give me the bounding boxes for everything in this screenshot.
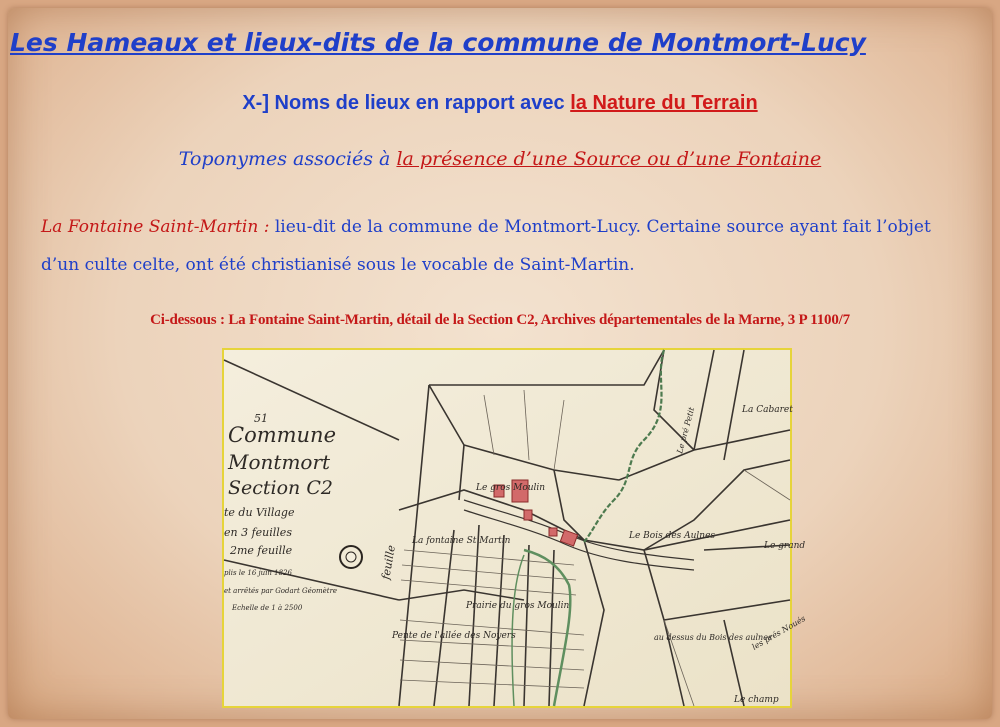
section-heading-highlight: la Nature du Terrain <box>570 92 758 114</box>
map-label-feuille2: 2me feuille <box>230 544 293 557</box>
map-label-pres-noues: les prés Noués <box>750 613 808 652</box>
page-title: Les Hameaux et lieux-dits de la commune de Montmort-Lucy <box>10 28 866 57</box>
map-label-number: 51 <box>254 412 268 425</box>
subheading <box>0 148 1000 170</box>
map-label-dessus-bois: au dessus du Bois des aulnes <box>654 633 773 642</box>
map-label-prairie: Prairie du gros Moulin <box>466 601 570 611</box>
map-paper <box>224 350 790 706</box>
map-label-le-grand: Le grand <box>764 541 806 551</box>
map-label-feuille-side: feuille <box>379 544 398 581</box>
map-label-fontaine: La fontaine St Martin <box>412 536 511 546</box>
description-paragraph <box>41 208 971 284</box>
section-heading <box>0 92 1000 115</box>
cadastral-map <box>222 348 808 708</box>
map-label-bois-aulnes: Le Bois des Aulnes <box>629 531 716 541</box>
description-text: lieu-dit de la commune de Montmort-Lucy. Certaine source ayant fait l’objet d’un culte celte, ont été christianisé sous le vocable de Saint-Martin. <box>41 217 931 275</box>
subheading-highlight: la présence d’une Source ou d’une Fontaine <box>396 148 822 170</box>
map-label-echelle: Echelle de 1 à 2500 <box>232 604 303 612</box>
map-label-champ: Le champ <box>734 695 779 705</box>
map-label-pente: Pente de l'allée des Noyers <box>392 631 516 641</box>
seal-inner-icon <box>346 552 356 562</box>
map-label-village: te du Village <box>224 506 295 519</box>
map-label-commune: Commune <box>228 423 337 447</box>
place-name-lead: La Fontaine Saint-Martin : <box>41 217 275 237</box>
map-label-note1: plis le 16 juin 1826 <box>224 569 292 577</box>
map-label-section: Section C2 <box>228 477 333 499</box>
cadastral-map-drawing <box>224 350 808 706</box>
subheading-prefix: Toponymes associés à <box>178 148 397 170</box>
map-label-cabaret: La Cabaret <box>742 405 793 415</box>
section-heading-prefix: X-] Noms de lieux en rapport avec <box>242 92 571 114</box>
map-label-montmort: Montmort <box>228 450 331 474</box>
map-caption: Ci-dessous : La Fontaine Saint-Martin, détail de la Section C2, Archives départementales de la Marne, 3 P 1100/7 <box>150 312 850 328</box>
map-label-feuilles: en 3 feuilles <box>224 526 292 539</box>
map-label-note2: et arrêtés par Godart Géomètre <box>224 587 338 595</box>
map-label-gros-moulin: Le gros Moulin <box>476 483 546 493</box>
map-label-pre-petit: Le pré Petit <box>675 406 697 455</box>
